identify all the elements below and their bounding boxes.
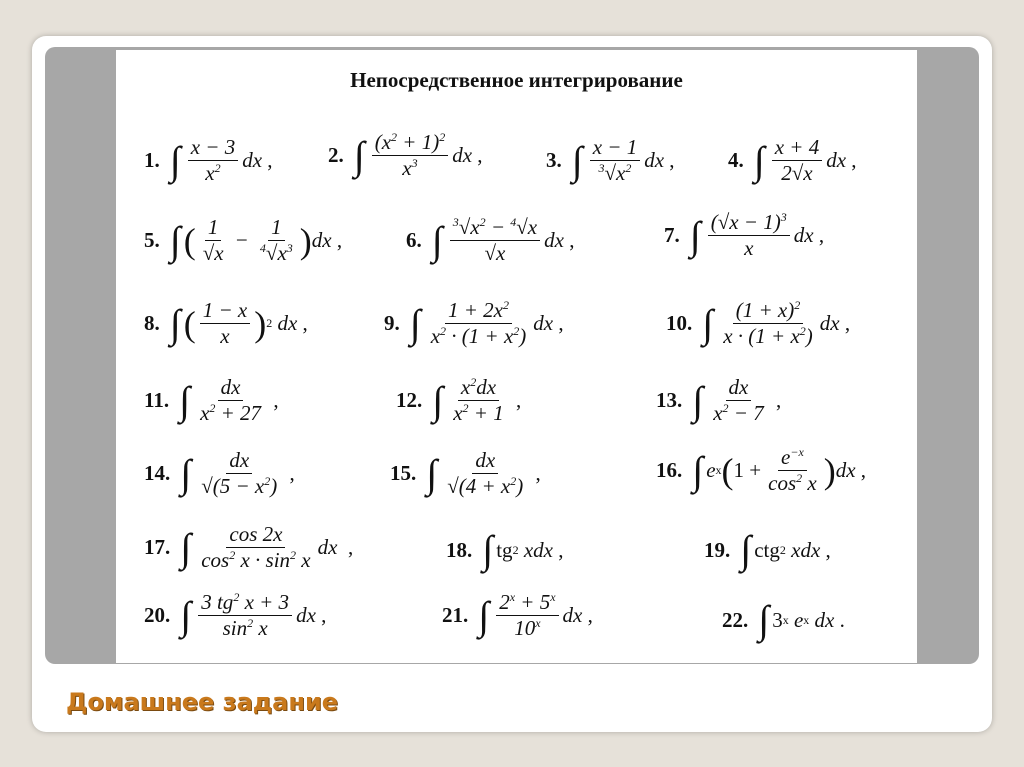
problem-15: 15. ∫ $\frac{dx}{√(4 + x^2)}$ ,	[390, 448, 541, 498]
problem-10: 10. ∫ $\frac{(1 + x)^2}{x \cdot (1 + x^2)}$ dx ,	[666, 298, 851, 348]
problem-20: 20. ∫ $\frac{3 tg^2 x + 3}{\sin^2 x}$ dx ,	[144, 590, 327, 640]
problem-19: 19. ∫ ctg 2 xdx ,	[704, 527, 831, 572]
problem-6: 6. ∫ $\frac{^3√x^2 - ^4√x}{√x}$ dx ,	[406, 215, 575, 265]
problem-22: 22. ∫ 3 x e x dx .	[722, 597, 845, 642]
problem-16: 16. ∫ e x ( 1 + $\frac{e^{-x}}{\cos^2 x}$ ) dx ,	[656, 445, 867, 495]
problem-12: 12. ∫ $\frac{x^2dx}{x^2 + 1}$ ,	[396, 375, 522, 425]
problem-5: 5. ∫ ( $\frac{1}{√x}$ − $\frac{1}{^4√x^3}$ ) dx ,	[144, 215, 343, 265]
problem-3: 3. ∫ $\frac{x - 1}{^3√x^2}$ dx ,	[546, 135, 675, 185]
problem-7: 7. ∫ $\frac{(√x - 1)^3}{x}$ dx ,	[664, 210, 825, 260]
problem-17: 17. ∫ $\frac{\cos 2x}{\cos^2 x \cdot \sin^2 x}$ dx ,	[144, 522, 354, 572]
problem-18: 18. ∫ tg 2 xdx ,	[446, 527, 564, 572]
document-title: Непосредственное интегрирование	[350, 68, 683, 92]
problem-13: 13. ∫ $\frac{dx}{x^2 - 7}$ ,	[656, 375, 782, 425]
problem-2: 2. ∫ $\frac{(x^2 + 1)^2}{x^3}$ dx ,	[328, 130, 483, 180]
problem-9: 9. ∫ $\frac{1 + 2x^2}{x^2 \cdot (1 + x^2)}$ dx ,	[384, 298, 564, 348]
problem-14: 14. ∫ $\frac{dx}{√(5 - x^2)}$ ,	[144, 448, 295, 498]
problem-4: 4. ∫ $\frac{x + 4}{2√x}$ dx ,	[728, 135, 857, 185]
problem-1: 1. ∫ $\frac{x - 3}{x^2}$ dx ,	[144, 135, 273, 185]
problem-21: 21. ∫ $\frac{2^x + 5^x}{10^x}$ dx ,	[442, 590, 593, 640]
problem-11: 11. ∫ $\frac{dx}{x^2 + 27}$ ,	[144, 375, 279, 425]
document-image	[116, 50, 917, 663]
slide-caption: Домашнее задание	[66, 688, 339, 716]
problem-8: 8. ∫ ( $\frac{1 - x}{x}$ ) 2 dx ,	[144, 298, 308, 348]
